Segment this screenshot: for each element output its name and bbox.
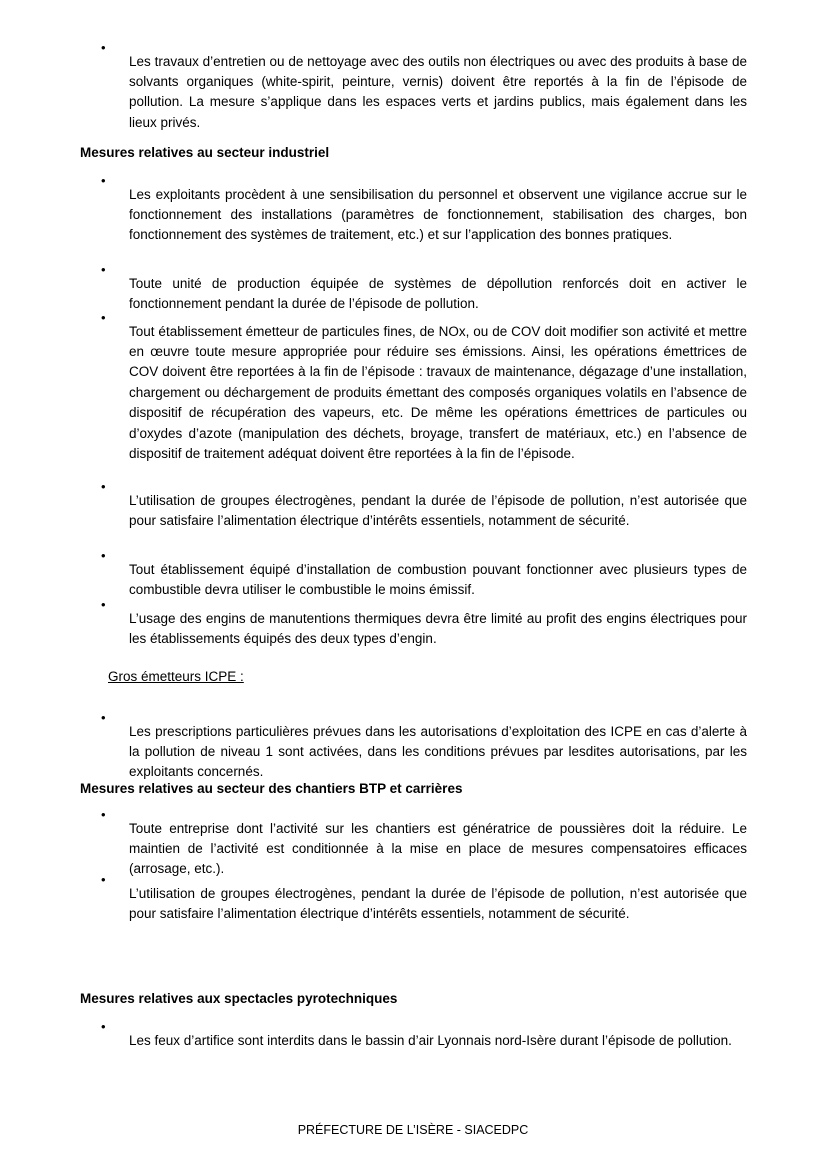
bullet-marker: • xyxy=(101,710,106,725)
list-item-text: Toute unité de production équipée de systèmes de dépollution renforcés doit en activer le fonctionnement pendant la durée de l’épisode de pollution. xyxy=(129,275,747,311)
bullet-marker: • xyxy=(101,173,106,188)
bullet-marker: • xyxy=(101,40,106,55)
list-item-text: L’utilisation de groupes électrogènes, pendant la durée de l’épisode de pollution, n’est autorisée que pour satisfaire l’alimentation électrique d’intérêts essentiels, notamment de sécurité. xyxy=(129,492,747,528)
list-item-text: Tout établissement émetteur de particules fines, de NOx, ou de COV doit modifier son activité et mettre en œuvre toute mesure appropriée pour réduire ses émissions. Ainsi, les opérations émettrices de COV doivent être reportées à la fin de l’épisode : travaux de maintenance, dégazage d’une installation, chargement ou déchargement de produits émettant des composés organiques volatils en l’absence de dispositif de récupération des vapeurs, etc. De même les opérations émettrices de particules ou d’oxydes d’azote (manipulation des déchets, broyage, transfert de matériaux, etc.) en l’absence de dispositif de traitement adéquat doivent être reportées à la fin de l’épisode. xyxy=(129,323,747,461)
list-item-text: Les exploitants procèdent à une sensibilisation du personnel et observent une vigilance accrue sur le fonctionnement des installations (paramètres de fonctionnement, stabilisation des charges, bon fonctionnement des systèmes de traitement, etc.) et sur l’application des bonnes pratiques. xyxy=(129,186,747,243)
bullet-marker: • xyxy=(101,807,106,822)
page-footer: PRÉFECTURE DE L’ISÈRE - SIACEDPC xyxy=(297,1123,529,1137)
section-heading-pyrotechnics: Mesures relatives aux spectacles pyrotechniques xyxy=(80,991,398,1006)
list-item-text: Tout établissement équipé d’installation de combustion pouvant fonctionner avec plusieurs types de combustible devra utiliser le combustible le moins émissif. xyxy=(129,561,747,597)
bullet-marker: • xyxy=(101,872,106,887)
section-heading-btp: Mesures relatives au secteur des chantiers BTP et carrières xyxy=(80,781,463,796)
list-item-text: Les feux d’artifice sont interdits dans le bassin d’air Lyonnais nord-Isère durant l’épisode de pollution. xyxy=(129,1032,732,1048)
bullet-marker: • xyxy=(101,479,106,494)
list-item-text: Les travaux d’entretien ou de nettoyage avec des outils non électriques ou avec des produits à base de solvants organiques (white-spirit, peinture, vernis) doivent être reportés à la fin de l’épisode de pollution. La mesure s’applique dans les espaces verts et jardins publics, mais également dans les lieux privés. xyxy=(129,53,747,130)
list-item-text: Les prescriptions particulières prévues dans les autorisations d’exploitation des ICPE en cas d’alerte à la pollution de niveau 1 sont activées, dans les conditions prévues par lesdites autorisations, par les exploitants concernés. xyxy=(129,723,747,780)
list-item-text: L’usage des engins de manutentions thermiques devra être limité au profit des engins électriques pour les établissements équipés des deux types d’engin. xyxy=(129,610,747,646)
bullet-marker: • xyxy=(101,310,106,325)
list-item-text: Toute entreprise dont l’activité sur les chantiers est génératrice de poussières doit la réduire. Le maintien de l’activité est conditionnée à la mise en place de mesures compensatoires efficaces (arrosage, etc.). xyxy=(129,820,747,877)
bullet-marker: • xyxy=(101,597,106,612)
bullet-marker: • xyxy=(101,1019,106,1034)
bullet-marker: • xyxy=(101,262,106,277)
section-heading-industrial: Mesures relatives au secteur industriel xyxy=(80,145,330,160)
bullet-marker: • xyxy=(101,548,106,563)
list-item-text: L’utilisation de groupes électrogènes, pendant la durée de l’épisode de pollution, n’est autorisée que pour satisfaire l’alimentation électrique d’intérêts essentiels, notamment de sécurité. xyxy=(129,885,747,921)
subsection-heading-icpe: Gros émetteurs ICPE : xyxy=(108,669,244,684)
